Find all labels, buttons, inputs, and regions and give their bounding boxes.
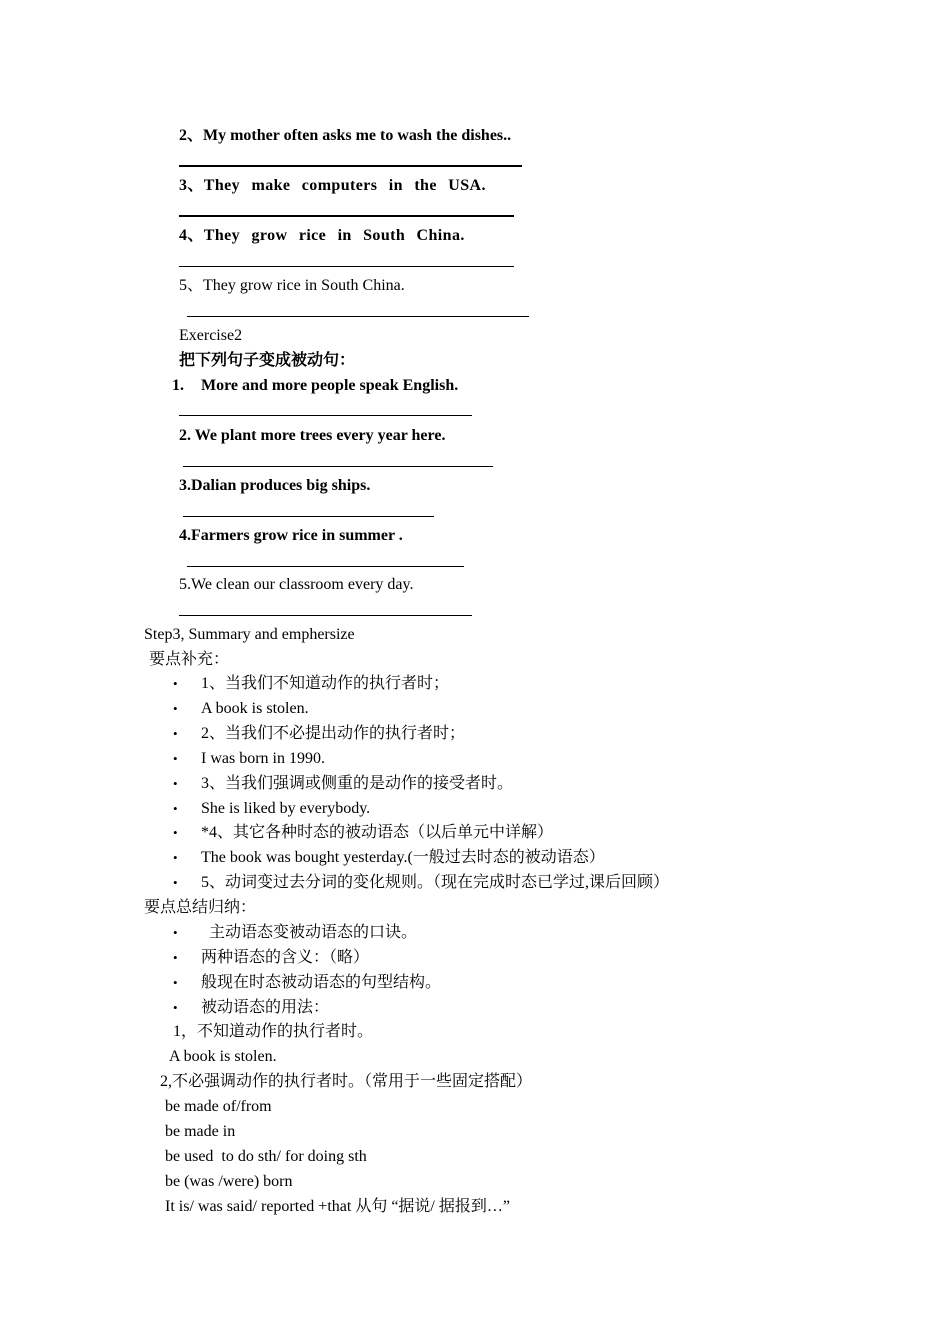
phrase-line: be (was /were) born bbox=[165, 1173, 293, 1190]
summary-item: 般现在时态被动语态的句型结构。 bbox=[201, 974, 442, 991]
usage-line: 2,不必强调动作的执行者时。（常用于一些固定搭配） bbox=[160, 1073, 533, 1090]
exercise2-item-3: 3.Dalian produces big ships. bbox=[179, 477, 371, 494]
supplement-item: The book was bought yesterday.(一般过去时态的被动语态） bbox=[201, 849, 605, 866]
supplement-item: I was born in 1990. bbox=[201, 750, 325, 767]
bullet-icon: • bbox=[173, 676, 178, 691]
answer-line[interactable] bbox=[179, 415, 472, 416]
supplement-item: 2、当我们不必提出动作的执行者时； bbox=[201, 725, 466, 742]
bullet-icon: • bbox=[173, 975, 178, 990]
answer-line[interactable] bbox=[187, 316, 529, 317]
answer-line[interactable] bbox=[179, 615, 472, 616]
bullet-icon: • bbox=[173, 825, 178, 840]
bullet-icon: • bbox=[173, 875, 178, 890]
summary-item: 主动语态变被动语态的口诀。 bbox=[201, 924, 418, 941]
phrase-line: be made of/from bbox=[165, 1098, 272, 1115]
usage-example: A book is stolen. bbox=[169, 1048, 277, 1065]
exercise1-item-4: 4、They grow rice in South China. bbox=[179, 227, 465, 244]
bullet-icon: • bbox=[173, 1000, 178, 1015]
bullet-icon: • bbox=[173, 925, 178, 940]
exercise2-item-1: More and more people speak English. bbox=[201, 377, 459, 394]
summary-label: 要点总结归纳： bbox=[144, 899, 257, 916]
summary-item: 两种语态的含义：（略） bbox=[201, 949, 370, 966]
exercise2-item-4: 4.Farmers grow rice in summer . bbox=[179, 527, 403, 544]
answer-line[interactable] bbox=[179, 165, 522, 167]
supplement-item: 1、当我们不知道动作的执行者时； bbox=[201, 675, 450, 692]
bullet-icon: • bbox=[173, 726, 178, 741]
phrase-line: be made in bbox=[165, 1123, 236, 1140]
exercise1-item-2: 2、My mother often asks me to wash the dishes.. bbox=[179, 127, 512, 144]
bullet-icon: • bbox=[173, 751, 178, 766]
supplement-item: *4、其它各种时态的被动语态（以后单元中详解） bbox=[201, 824, 554, 841]
answer-line[interactable] bbox=[187, 566, 464, 567]
exercise2-title: Exercise2 bbox=[179, 327, 243, 344]
answer-line[interactable] bbox=[179, 266, 514, 267]
exercise2-instruction: 把下列句子变成被动句： bbox=[179, 352, 356, 369]
bullet-icon: • bbox=[173, 701, 178, 716]
exercise2-item-2: 2. We plant more trees every year here. bbox=[179, 427, 446, 444]
step3-heading: Step3, Summary and emphersize bbox=[144, 626, 355, 643]
bullet-icon: • bbox=[173, 850, 178, 865]
supplement-item: A book is stolen. bbox=[201, 700, 309, 717]
summary-item: 被动语态的用法： bbox=[201, 999, 330, 1016]
exercise2-item-5: 5.We clean our classroom every day. bbox=[179, 576, 414, 593]
bullet-icon: • bbox=[173, 776, 178, 791]
answer-line[interactable] bbox=[183, 466, 493, 467]
usage-line: 1，不知道动作的执行者时。 bbox=[173, 1023, 374, 1040]
bullet-icon: • bbox=[173, 801, 178, 816]
supplement-item: 5、动词变过去分词的变化规则。（现在完成时态已学过,课后回顾） bbox=[201, 874, 670, 891]
phrase-line: be used to do sth/ for doing sth bbox=[165, 1148, 367, 1165]
answer-line[interactable] bbox=[183, 516, 434, 517]
supplement-item: 3、当我们强调或侧重的是动作的接受者时。 bbox=[201, 775, 514, 792]
supplement-label: 要点补充： bbox=[149, 651, 230, 668]
exercise1-item-3: 3、They make computers in the USA. bbox=[179, 177, 486, 194]
phrase-line: It is/ was said/ reported +that 从句 “据说/ 据报到…” bbox=[165, 1198, 510, 1215]
supplement-item: She is liked by everybody. bbox=[201, 800, 371, 817]
exercise2-item-number: 1. bbox=[172, 377, 184, 394]
answer-line[interactable] bbox=[179, 215, 514, 217]
exercise1-item-5: 5、They grow rice in South China. bbox=[179, 277, 405, 294]
bullet-icon: • bbox=[173, 950, 178, 965]
